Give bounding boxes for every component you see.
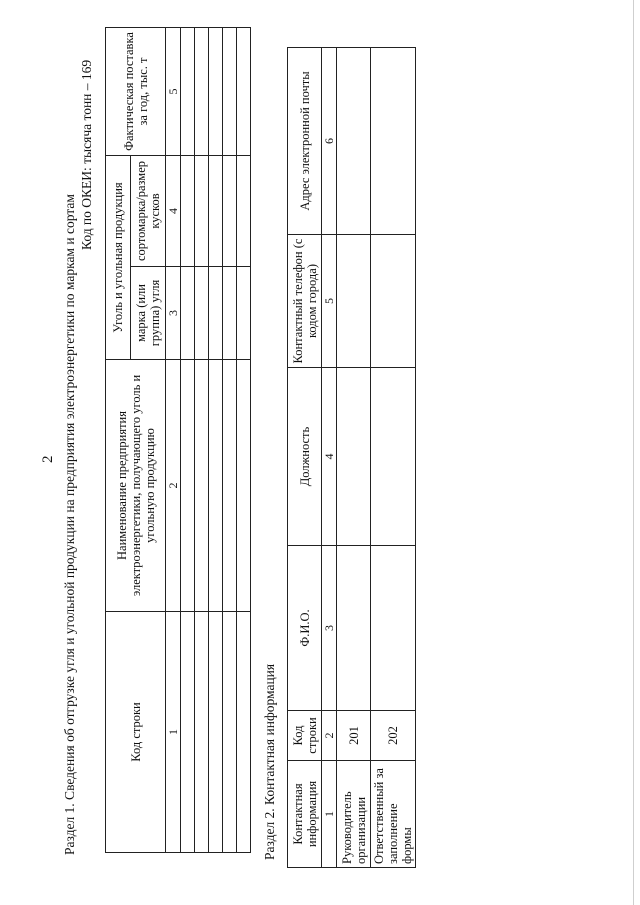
header-coal-products: Уголь и угольная продукция [106,156,131,360]
table-cell[interactable] [237,360,251,612]
header-row-code: Код строки [106,612,166,853]
table-cell[interactable] [223,612,237,853]
col-number: 1 [322,761,337,868]
table-cell[interactable] [223,156,237,267]
section1-table [105,27,251,853]
header-actual-supply: Фактическая поставка за год, тыс. т [106,28,166,156]
col-number: 6 [322,48,337,235]
page-number: 2 [40,455,56,463]
header-phone: Контактный телефон (с кодом города) [288,235,322,368]
row-label: Руководитель организации [337,761,371,868]
table-cell[interactable] [181,612,195,853]
table-cell[interactable] [337,235,371,368]
table-cell[interactable] [209,28,223,156]
table-cell[interactable] [209,267,223,360]
col-number: 5 [166,28,181,156]
table-cell[interactable] [337,546,371,711]
col-number: 3 [166,267,181,360]
table-cell[interactable] [237,612,251,853]
row-code: 201 [337,711,371,761]
section2-title: Раздел 2. Контактная информация [262,663,277,860]
col-number: 3 [322,546,337,711]
table-row [371,48,416,868]
table-cell[interactable] [371,368,416,546]
table-cell[interactable] [237,267,251,360]
table-row [181,28,195,853]
table-cell[interactable] [195,28,209,156]
table-cell[interactable] [195,267,209,360]
header-full-name: Ф.И.О. [288,546,322,711]
section1-title: Раздел 1. Сведения об отгрузке угля и угольной продукции на предприятия электроэнергетики по маркам и сортам [62,194,77,855]
table-cell[interactable] [371,48,416,235]
header-contact-info: Контактная информация [288,761,322,868]
table-cell[interactable] [337,48,371,235]
table-cell[interactable] [209,360,223,612]
table-cell[interactable] [237,28,251,156]
table-cell[interactable] [209,612,223,853]
table-cell[interactable] [223,28,237,156]
okei-code: Код по ОКЕИ: тысяча тонн – 169 [79,59,94,250]
col-number: 4 [166,156,181,267]
header-email: Адрес электронной почты [288,48,322,235]
table-row [237,28,251,853]
table-row [209,28,223,853]
table-cell[interactable] [209,156,223,267]
table-cell[interactable] [195,612,209,853]
section2-table [287,47,416,868]
row-code: 202 [371,711,416,761]
table-row [337,48,371,868]
header-row-code: Код строки [288,711,322,761]
table-cell[interactable] [371,235,416,368]
col-number: 2 [166,360,181,612]
table-cell[interactable] [181,267,195,360]
col-number: 5 [322,235,337,368]
header-enterprise-name: Наименование предприятия электроэнергетики, получающего уголь и угольную продукцию [106,360,166,612]
table-row [195,28,209,853]
table-cell[interactable] [237,156,251,267]
table-cell[interactable] [223,360,237,612]
table-cell[interactable] [181,156,195,267]
table-cell[interactable] [371,546,416,711]
table-cell[interactable] [181,28,195,156]
header-grade-size: сортомарка/размер кусков [131,156,166,267]
col-number: 4 [322,368,337,546]
row-label: Ответственный за заполнение формы [371,761,416,868]
header-coal-grade: марка (или группа) угля [131,267,166,360]
table-cell[interactable] [337,368,371,546]
table-cell[interactable] [195,156,209,267]
table-row [223,28,237,853]
header-position: Должность [288,368,322,546]
col-number: 1 [166,612,181,853]
col-number: 2 [322,711,337,761]
table-cell[interactable] [223,267,237,360]
table-cell[interactable] [195,360,209,612]
table-cell[interactable] [181,360,195,612]
